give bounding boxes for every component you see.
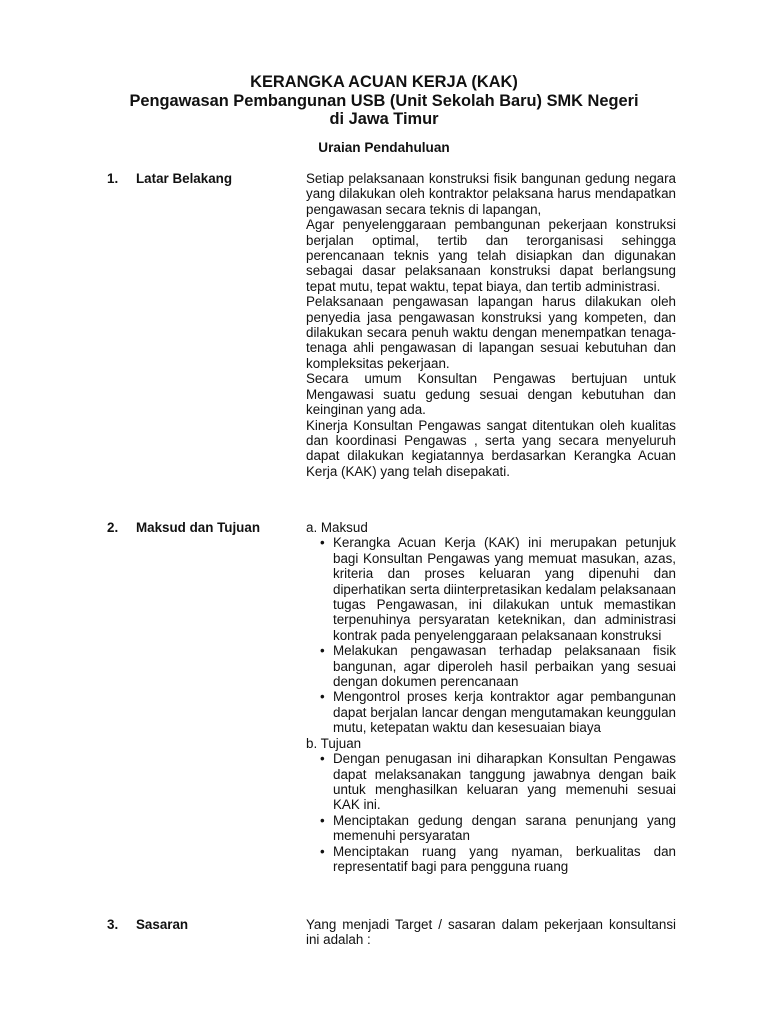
paragraph: Agar penyelenggaraan pembangunan pekerjaan konstruksi berjalan optimal, tertib dan terorganisasi sehingga perencanaan teknis yang telah disiapkan dan digunakan sebagai dasar pelaksanaan konstruksi dapat berlangsung tepat mutu, tepat waktu, tepat biaya, dan tertib administrasi. <box>306 217 676 294</box>
document-title: KERANGKA ACUAN KERJA (KAK) <box>250 73 518 91</box>
section-heading: Latar Belakang <box>136 171 233 186</box>
paragraph: Yang menjadi Target / sasaran dalam pekerjaan konsultansi ini adalah : <box>306 917 676 948</box>
section-number: 2. <box>107 520 119 535</box>
list-item: • Melakukan pengawasan terhadap pelaksanaan fisik bangunan, agar diperoleh hasil perbaikan yang sesuai dengan dokumen perencanaan <box>306 643 676 689</box>
list-item: • Dengan penugasan ini diharapkan Konsultan Pengawas dapat melaksanakan tanggung jawabnya dengan baik untuk menghasilkan keluaran yang memenuhi sesuai KAK ini. <box>306 751 676 813</box>
list-item: • Menciptakan gedung dengan sarana penunjang yang memenuhi persyaratan <box>306 813 676 844</box>
section-body <box>306 520 676 874</box>
list-item: • Menciptakan ruang yang nyaman, berkualitas dan representatif bagi para pengguna ruang <box>306 844 676 875</box>
section-number: 1. <box>107 171 119 186</box>
list-item: • Mengontrol proses kerja kontraktor agar pembangunan dapat berjalan lancar dengan mengutamakan keunggulan mutu, ketepatan waktu dan kesesuaian biaya <box>306 689 676 735</box>
section-heading: Sasaran <box>136 917 189 932</box>
paragraph: Kinerja Konsultan Pengawas sangat ditentukan oleh kualitas dan koordinasi Pengawas , serta yang secara menyeluruh dapat dilakukan kegiatannya berdasarkan Kerangka Acuan Kerja (KAK) yang telah disepakati. <box>306 417 676 479</box>
subsection-label: b. Tujuan <box>306 735 362 751</box>
paragraph: Secara umum Konsultan Pengawas bertujuan untuk Mengawasi suatu gedung sesuai dengan kebutuhan dan keinginan yang ada. <box>306 371 676 418</box>
paragraph: Pelaksanaan pengawasan lapangan harus dilakukan oleh penyedia jasa pengawasan konstruksi yang kompeten, dan dilakukan secara penuh waktu dengan menempatkan tenaga-tenaga ahli pengawasan di lapangan sesuai kebutuhan dan kompleksitas pekerjaan. <box>306 294 676 371</box>
bullet-list <box>306 751 676 874</box>
document-subtitle-line2: di Jawa Timur <box>329 110 439 129</box>
subsection-label: a. Maksud <box>306 520 368 535</box>
section-body <box>306 917 676 948</box>
list-item: • Kerangka Acuan Kerja (KAK) ini merupakan petunjuk bagi Konsultan Pengawas yang memuat masukan, azas, kriteria dan proses keluaran yang dipenuhi dan diperhatikan serta diinterpretasikan kedalam pelaksanaan tugas Pengawasan, ini dilakukan untuk memastikan terpenuhinya persyaratan keteknikan, dan administrasi kontrak pada penyelenggaraan pelaksanaan konstruksi <box>306 535 676 643</box>
document-subtitle: Pengawasan Pembangunan USB (Unit Sekolah Baru) SMK Negeri <box>129 91 639 110</box>
paragraph: Setiap pelaksanaan konstruksi fisik bangunan gedung negara yang dilakukan oleh kontraktor pelaksana harus mendapatkan pengawasan secara teknis di lapangan, <box>306 171 676 217</box>
bullet-list <box>306 535 676 735</box>
section-body <box>306 171 676 479</box>
section-title: Uraian Pendahuluan <box>318 140 450 155</box>
section-number: 3. <box>107 917 119 932</box>
document-header <box>0 73 768 129</box>
section-heading: Maksud dan Tujuan <box>136 520 260 535</box>
